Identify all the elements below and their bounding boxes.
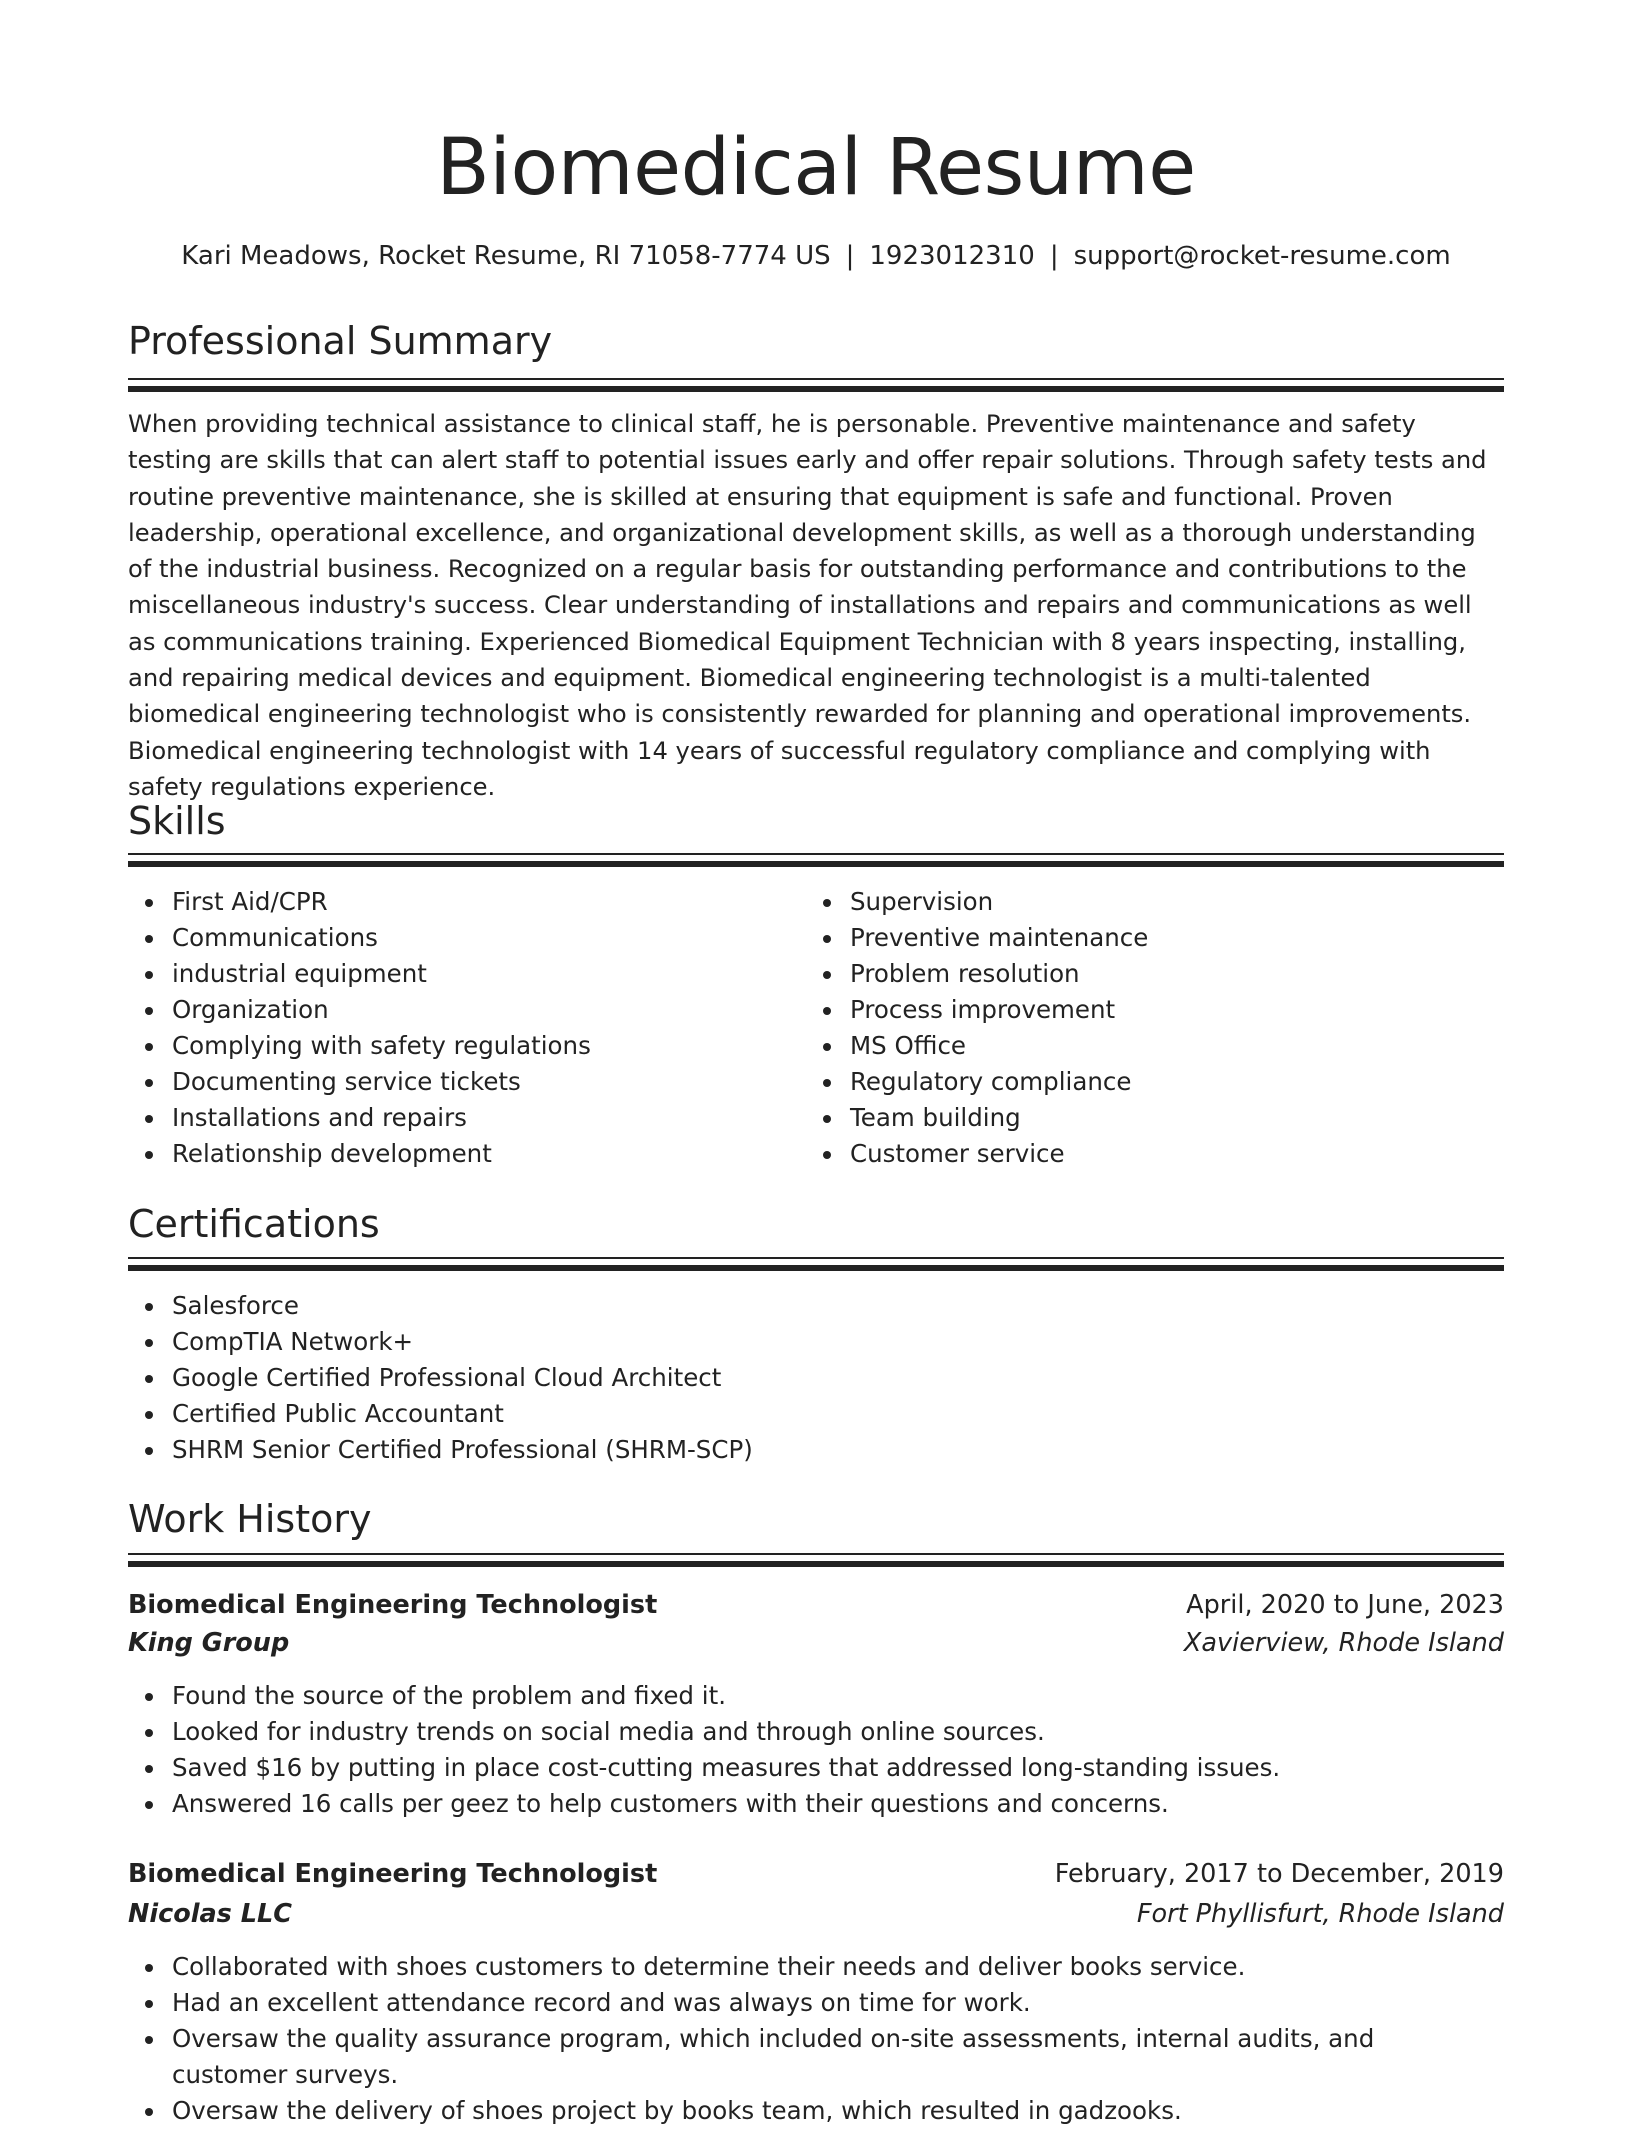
job-title: Biomedical Engineering Technologist	[128, 1859, 658, 1889]
list-item: Found the source of the problem and fixed it.	[128, 1678, 1504, 1714]
job-entry	[128, 1586, 1504, 1822]
list-item: Oversaw the delivery of shoes project by books team, which resulted in gadzooks.	[128, 2093, 1504, 2129]
job-company: King Group	[128, 1628, 290, 1658]
contact-address: Kari Meadows, Rocket Resume, RI 71058-7774 US	[181, 241, 831, 271]
job-dates: February, 2017 to December, 2019	[1054, 1859, 1504, 1889]
job-header-row	[128, 1855, 1504, 1893]
job-company: Nicolas LLC	[128, 1899, 292, 1929]
skills-column-right	[806, 884, 1486, 1172]
list-item: Oversaw the quality assurance program, which included on-site assessments, internal audits, and customer surveys.	[128, 2021, 1472, 2093]
list-item: Documenting service tickets	[128, 1064, 808, 1100]
list-item: industrial equipment	[128, 956, 808, 992]
list-item: Looked for industry trends on social media and through online sources.	[128, 1714, 1504, 1750]
certifications-heading: Certifications	[128, 1202, 380, 1246]
list-item: Certified Public Accountant	[128, 1396, 1504, 1432]
job-subheader-row	[128, 1624, 1504, 1662]
list-item: Supervision	[806, 884, 1486, 920]
work-history-heading: Work History	[128, 1497, 372, 1541]
certifications-column	[128, 1288, 1504, 1468]
list-item: Installations and repairs	[128, 1100, 808, 1136]
list-item: Relationship development	[128, 1136, 808, 1172]
skills-column-left	[128, 884, 808, 1172]
job-subheader-row	[128, 1895, 1504, 1933]
certifications-list	[128, 1288, 1504, 1468]
job-entry	[128, 1855, 1504, 2129]
section-heading-work-history	[128, 1494, 1504, 1544]
section-heading-summary	[128, 316, 1504, 366]
list-item: Had an excellent attendance record and was always on time for work.	[128, 1985, 1504, 2021]
section-heading-skills	[128, 796, 1504, 846]
list-item: SHRM Senior Certified Professional (SHRM-SCP)	[128, 1432, 1504, 1468]
summary-heading: Professional Summary	[128, 319, 553, 363]
list-item: Preventive maintenance	[806, 920, 1486, 956]
list-item: MS Office	[806, 1028, 1486, 1064]
skills-heading: Skills	[128, 799, 226, 843]
list-item: Salesforce	[128, 1288, 1504, 1324]
job-duties-list	[128, 1949, 1504, 2129]
list-item: First Aid/CPR	[128, 884, 808, 920]
job-header-row	[128, 1586, 1504, 1624]
contact-line	[128, 238, 1504, 274]
list-item: Communications	[128, 920, 808, 956]
contact-separator: |	[1049, 241, 1059, 271]
job-location: Fort Phyllisfurt, Rhode Island	[1136, 1899, 1504, 1929]
job-duties-list	[128, 1678, 1504, 1822]
section-heading-certifications	[128, 1199, 1504, 1249]
list-item: CompTIA Network+	[128, 1324, 1504, 1360]
list-item: Regulatory compliance	[806, 1064, 1486, 1100]
list-item: Team building	[806, 1100, 1486, 1136]
resume-title: Biomedical Resume	[436, 123, 1196, 213]
list-item: Answered 16 calls per geez to help customers with their questions and concerns.	[128, 1786, 1504, 1822]
list-item: Saved $16 by putting in place cost-cutting measures that addressed long-standing issues.	[128, 1750, 1504, 1786]
list-item: Process improvement	[806, 992, 1486, 1028]
skills-list-left	[128, 884, 808, 1172]
list-item: Collaborated with shoes customers to determine their needs and deliver books service.	[128, 1949, 1504, 1985]
contact-phone: 1923012310	[869, 241, 1035, 271]
job-dates: April, 2020 to June, 2023	[1186, 1590, 1504, 1620]
job-location: Xavierview, Rhode Island	[1183, 1628, 1504, 1658]
contact-email: support@rocket-resume.com	[1073, 241, 1451, 271]
list-item: Google Certified Professional Cloud Architect	[128, 1360, 1504, 1396]
list-item: Complying with safety regulations	[128, 1028, 808, 1064]
summary-text: When providing technical assistance to clinical staff, he is personable. Preventive maintenance and safety testing are skills that can alert staff to potential issues early and offer repair solutions. Through safety tests and routine preventive maintenance, she is skilled at ensuring that equipment is safe and functional. Proven leadership, operational excellence, and organizational development skills, as well as a thorough understanding of the industrial business. Recognized on a regular basis for outstanding performance and contributions to the miscellaneous industry's success. Clear understanding of installations and repairs and communications as well as communications training. Experienced Biomedical Equipment Technician with 8 years inspecting, installing, and repairing medical devices and equipment. Biomedical engineering technologist is a multi-talented biomedical engineering technologist who is consistently rewarded for planning and operational improvements. Biomedical engineering technologist with 14 years of successful regulatory compliance and complying with safety regulations experience.	[128, 410, 1487, 801]
list-item: Customer service	[806, 1136, 1486, 1172]
contact-separator: |	[845, 241, 855, 271]
list-item: Problem resolution	[806, 956, 1486, 992]
list-item: Organization	[128, 992, 808, 1028]
skills-list-right	[806, 884, 1486, 1172]
job-title: Biomedical Engineering Technologist	[128, 1590, 658, 1620]
